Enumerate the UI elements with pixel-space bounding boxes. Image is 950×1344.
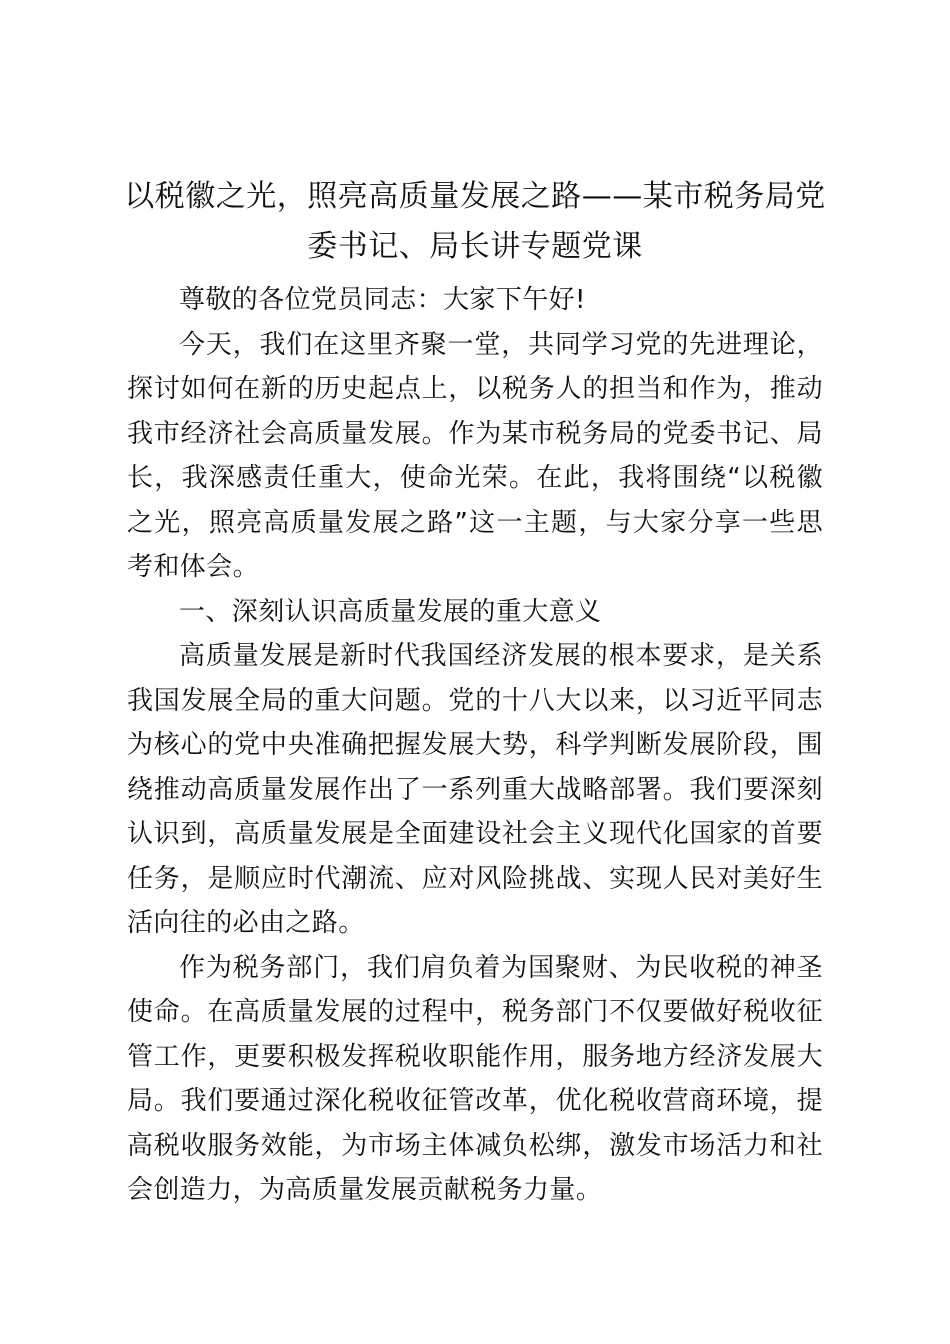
salutation: 尊敬的各位党员同志：大家下午好! bbox=[179, 285, 586, 315]
paragraph-significance: 高质量发展是新时代我国经济发展的根本要求，是关系我国发展全局的重大问题。党的十八大以来，以习近平同志为核心的党中央准确把握发展大势，科学判断发展阶段，围绕推动高质量发展作出了一系列重大战略部署。我们要深刻认识到，高质量发展是全面建设社会主义现代化国家的首要任务，是顺应时代潮流、应对风险挑战、实现人民对美好生活向往的必由之路。 bbox=[127, 641, 823, 938]
section-heading-1: 一、深刻认识高质量发展的重大意义 bbox=[179, 596, 602, 627]
paragraph-tax-mission: 作为税务部门，我们肩负着为国聚财、为民收税的神圣使命。在高质量发展的过程中，税务部门不仅要做好税收征管工作，更要积极发挥税收职能作用，服务地方经济发展大局。我们要通过深化税收征管改革，优化税收营商环境，提高税收服务效能，为市场主体减负松绑，激发市场活力和社会创造力，为高质量发展贡献税务力量。 bbox=[127, 952, 823, 1205]
document-title: 以税徽之光，照亮高质量发展之路——某市税务局党委书记、局长讲专题党课 bbox=[124, 179, 826, 264]
paragraph-intro: 今天，我们在这里齐聚一堂，共同学习党的先进理论，探讨如何在新的历史起点上，以税务人的担当和作为，推动我市经济社会高质量发展。作为某市税务局的党委书记、局长，我深感责任重大，使命光荣。在此，我将围绕“以税徽之光，照亮高质量发展之路”这一主题，与大家分享一些思考和体会。 bbox=[127, 329, 823, 582]
document-page bbox=[124, 172, 826, 1213]
